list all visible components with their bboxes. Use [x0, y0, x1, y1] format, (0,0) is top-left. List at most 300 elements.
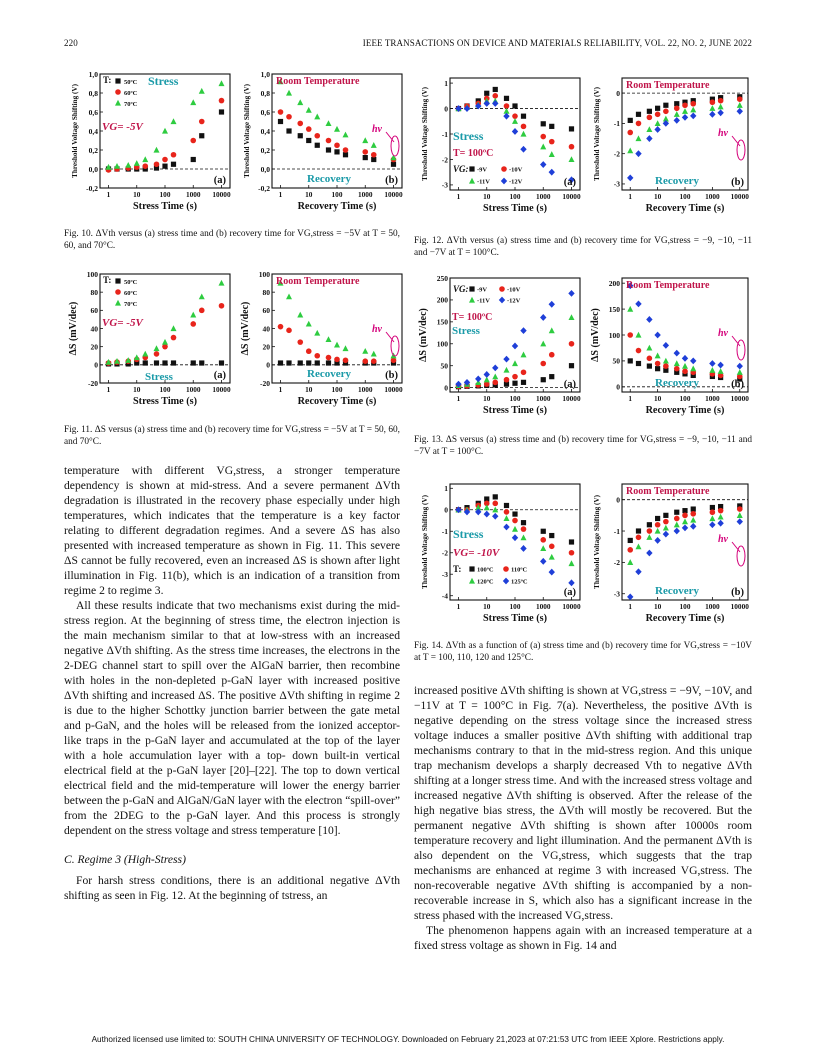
data-point	[297, 339, 303, 345]
data-point	[627, 147, 633, 153]
data-point	[503, 578, 509, 585]
data-point	[512, 118, 518, 124]
panel-label: (a)	[563, 587, 576, 598]
y-tick-label: -3	[441, 570, 448, 580]
t-label: T= 100ºC	[452, 312, 493, 323]
paragraph: temperature with different VG,stress, a stronger temperature dependency is shown at mid-stress. And a severe permanent ΔVth degradation is illustrated in the recovery phase especially under high temperatures, which indicates that the temperature is a key factor relating to different degradation regimes. And a severe ΔS has also presented with increased temperature as shown in Fig. 11. This severe ΔS cannot be fully recovered, even an increased ΔS is shown after light illumination in Fig. 11(b), which is an indication of a transition from regime 2 to regime 3.	[64, 464, 400, 597]
data-point	[549, 151, 555, 157]
plot-frame	[622, 484, 748, 600]
data-point	[493, 494, 498, 499]
y-tick-label: 200	[436, 295, 448, 305]
x-tick-label: 1000	[705, 602, 720, 611]
x-tick-label: 10	[483, 602, 491, 611]
y-tick-label: -0,2	[86, 183, 98, 193]
data-point	[171, 325, 177, 331]
data-point	[521, 520, 526, 525]
data-point	[627, 332, 633, 338]
x-tick-label: 1	[628, 602, 633, 611]
x-tick-label: 100	[159, 190, 171, 199]
data-point	[682, 508, 687, 513]
x-tick-label: 10000	[730, 602, 749, 611]
t-label: T= 100ºC	[453, 148, 494, 159]
data-point	[718, 514, 724, 520]
data-point	[682, 368, 688, 374]
panel-label: (a)	[563, 379, 576, 390]
panel-label: (a)	[563, 177, 576, 188]
data-point	[682, 114, 688, 121]
data-point	[654, 126, 660, 133]
data-point	[306, 138, 311, 143]
x-tick-label: 1000	[357, 190, 373, 199]
data-point	[647, 528, 653, 534]
fig11-caption: Fig. 11. ΔS versus (a) stress time and (b) recovery time for VG,stress = −5V at T = 50, 60, and 70°C.	[64, 425, 400, 447]
data-point	[549, 169, 555, 176]
data-point	[343, 147, 349, 153]
y-axis-label: Threshold Voltage Shifting (V)	[593, 87, 601, 181]
data-point	[520, 146, 526, 153]
data-point	[469, 178, 475, 184]
data-point	[191, 157, 196, 162]
data-point	[549, 124, 554, 129]
data-point	[286, 294, 292, 300]
recovery-label: Recovery	[307, 368, 351, 380]
data-point	[682, 102, 688, 108]
x-tick-label: 1	[106, 190, 111, 199]
y-tick-label: 0	[444, 505, 448, 515]
license-footer: Authorized licensed use limited to: SOUTH CHINA UNIVERSITY OF TECHNOLOGY. Downloaded on February 21,2023 at 07:21:53 UTC from IEEE Xplore. Restrictions apply.	[91, 1035, 725, 1044]
y-tick-label: 1,0	[88, 69, 98, 79]
chart-svg	[586, 478, 754, 630]
data-point	[690, 523, 696, 530]
data-point	[636, 348, 642, 354]
data-point	[717, 362, 723, 369]
data-point	[469, 566, 474, 571]
chart-svg	[586, 272, 754, 422]
hv-ellipse	[737, 340, 745, 360]
data-point	[512, 511, 517, 516]
data-point	[199, 294, 205, 300]
y-tick-label: -2	[613, 558, 620, 568]
data-point	[674, 111, 680, 117]
data-point	[315, 143, 320, 148]
y-axis-label: ΔS (mV/dec)	[240, 301, 251, 356]
hv-label: hν	[718, 328, 728, 339]
data-point	[371, 152, 377, 158]
data-point	[655, 366, 660, 371]
recovery-label: Recovery	[655, 175, 699, 187]
x-axis-label: Recovery Time (s)	[297, 201, 377, 212]
data-point	[663, 103, 668, 108]
data-point	[647, 109, 652, 114]
data-point	[549, 374, 554, 379]
data-point	[521, 124, 527, 130]
data-point	[190, 321, 196, 327]
y-tick-label: 0,2	[88, 145, 98, 155]
y-tick-label: 0	[616, 382, 620, 392]
data-point	[325, 120, 331, 126]
data-point	[199, 360, 204, 365]
data-point	[154, 351, 160, 357]
data-point	[636, 121, 642, 127]
data-point	[520, 545, 526, 552]
data-point	[627, 174, 633, 181]
x-tick-label: 10	[483, 192, 491, 201]
x-tick-label: 10000	[212, 190, 231, 199]
data-point	[663, 519, 669, 525]
series--11V	[627, 306, 743, 375]
data-point	[142, 156, 148, 162]
data-point	[298, 360, 303, 365]
recovery-label: Recovery	[307, 173, 351, 185]
data-point	[115, 89, 121, 95]
x-tick-label: 100	[509, 602, 521, 611]
data-point	[501, 178, 507, 185]
data-point	[153, 147, 159, 153]
data-point	[682, 518, 688, 524]
data-point	[297, 121, 303, 127]
data-point	[541, 121, 546, 126]
x-tick-label: 10000	[562, 602, 581, 611]
x-axis-label: Stress Time (s)	[133, 201, 197, 212]
stress-label: Stress	[452, 325, 480, 337]
journal-header: IEEE TRANSACTIONS ON DEVICE AND MATERIALS RELIABILITY, VOL. 22, NO. 2, JUNE 2022	[362, 38, 752, 48]
y-tick-label: 0	[94, 360, 98, 370]
legend-entry: 125ºC	[511, 578, 528, 586]
data-point	[503, 113, 509, 120]
data-point	[709, 360, 715, 367]
data-point	[737, 102, 743, 108]
y-tick-label: 0	[444, 383, 448, 393]
data-point	[504, 96, 509, 101]
data-point	[219, 360, 224, 365]
data-point	[647, 522, 652, 527]
data-point	[469, 286, 474, 291]
fig11a	[64, 268, 236, 413]
data-point	[286, 360, 291, 365]
data-point	[674, 528, 680, 535]
y-tick-label: -0,2	[258, 183, 270, 193]
paragraph: All these results indicate that two mechanisms exist during the mid-stress region. At the beginning of stress time, the electron injection is the main mechanism similar to that at low-stress with an increased negative ΔVth shifting. As the stress time increases, the electrons in the 2-DEG channel start to spill over the AlGaN barrier, then recombine with holes in the non-depleted p-GaN layer with increased positive ΔVth shifting and increased ΔS. The positive ΔVth shifting in regime 2 is due to the higher Schottky junction barrier between the gate metal and p-GaN, and the holes will be released from the ionized acceptor-like traps in the p-GaN layer and accumulated at the top of the layer with a hole accumulation layer with a top- down built-in vertical electrical field at the p-GaN layer [20]–[22]. The top to down vertical electrical field and the mid-temperature will lower the energy barrier between the p-GaN and AlGaN/GaN layer with the electron “spill-over” from the 2DEG to the p-GaN layer. And this process is strongly dependent on the stress voltage and stress temperature [10].	[64, 599, 400, 837]
y-tick-label: -1	[613, 526, 620, 536]
y-tick-label: 20	[90, 342, 98, 352]
data-point	[362, 348, 368, 354]
data-point	[512, 381, 517, 386]
data-point	[504, 509, 510, 515]
data-point	[568, 156, 574, 162]
room-temperature-label: Room Temperature	[626, 486, 710, 497]
x-tick-label: 10	[653, 602, 662, 611]
x-tick-label: 1000	[185, 385, 201, 394]
recovery-label: Recovery	[655, 585, 699, 597]
panel-label: (a)	[213, 370, 226, 381]
data-point	[298, 133, 303, 138]
y-tick-label: -1	[441, 527, 448, 537]
data-point	[115, 100, 121, 106]
legend-entry: -10V	[507, 286, 521, 294]
data-point	[134, 160, 140, 166]
data-point	[663, 363, 669, 369]
data-point	[628, 538, 633, 543]
y-tick-label: -1	[441, 129, 448, 139]
chart-svg	[236, 268, 408, 413]
data-point	[171, 118, 177, 124]
data-point	[162, 164, 167, 169]
chart-svg	[64, 68, 236, 218]
data-point	[655, 361, 661, 367]
data-point	[540, 161, 546, 168]
fig12b	[586, 72, 754, 220]
data-point	[540, 545, 546, 551]
data-point	[190, 312, 196, 318]
y-tick-label: 0,8	[88, 88, 98, 98]
data-point	[162, 128, 168, 134]
data-point	[549, 569, 555, 576]
y-tick-label: 0,8	[260, 88, 270, 98]
data-point	[737, 363, 743, 370]
y-tick-label: -20	[88, 378, 98, 388]
x-tick-label: 10000	[562, 394, 581, 403]
data-point	[314, 133, 320, 139]
data-point	[512, 374, 518, 380]
data-point	[540, 361, 546, 367]
data-point	[343, 345, 349, 351]
vg-label: VG= -5V	[102, 121, 143, 133]
data-point	[484, 511, 490, 518]
data-point	[636, 528, 641, 533]
x-tick-label: 10	[305, 385, 313, 394]
y-tick-label: 20	[262, 342, 270, 352]
fig13-caption: Fig. 13. ΔS versus (a) stress time and (b) recovery time for VG,stress = −9, −10, −11 and −7V at T = 100°C.	[414, 435, 752, 457]
legend-entry: -10V	[509, 166, 523, 174]
data-point	[314, 353, 320, 359]
x-tick-label: 1000	[357, 385, 373, 394]
data-point	[219, 303, 225, 309]
data-point	[674, 350, 680, 357]
y-tick-label: 1	[444, 484, 448, 494]
data-point	[512, 526, 518, 532]
data-point	[343, 152, 348, 157]
data-point	[690, 101, 696, 107]
plot-frame	[272, 274, 402, 383]
data-point	[162, 339, 168, 345]
y-tick-label: 100	[436, 339, 448, 349]
y-axis-label: Threshold Voltage Shifting (V)	[593, 495, 601, 589]
data-point	[199, 133, 204, 138]
x-tick-label: 100	[159, 385, 171, 394]
data-point	[549, 327, 555, 333]
x-axis-label: Stress Time (s)	[483, 203, 547, 214]
data-point	[636, 534, 642, 540]
fig11b	[236, 268, 408, 413]
data-point	[635, 332, 641, 338]
panel-label: (b)	[385, 370, 398, 381]
y-tick-label: 0	[266, 360, 270, 370]
data-point	[371, 351, 377, 357]
x-tick-label: 1	[628, 394, 633, 403]
data-point	[568, 560, 574, 566]
data-point	[469, 578, 475, 584]
data-point	[125, 162, 131, 168]
data-point	[627, 130, 633, 136]
data-point	[521, 380, 526, 385]
data-point	[647, 363, 652, 368]
data-point	[718, 368, 724, 374]
data-point	[663, 108, 669, 114]
legend-title: T:	[103, 75, 112, 85]
data-point	[690, 107, 696, 113]
y-tick-label: 150	[436, 317, 448, 327]
series-70ºC	[278, 280, 397, 358]
y-tick-label: 0,2	[260, 145, 270, 155]
fig10b	[236, 68, 408, 218]
y-tick-label: -20	[260, 378, 270, 388]
chart-svg	[414, 478, 586, 630]
y-axis-label: Threshold Voltage Shifting (V)	[421, 87, 429, 181]
data-point	[627, 306, 633, 312]
data-point	[512, 343, 518, 350]
left-column	[64, 463, 400, 903]
data-point	[343, 132, 349, 138]
data-point	[306, 321, 312, 327]
data-point	[636, 361, 641, 366]
data-point	[737, 518, 743, 525]
x-tick-label: 1	[456, 602, 461, 611]
data-point	[504, 503, 509, 508]
data-point	[568, 314, 574, 320]
data-point	[334, 357, 340, 363]
y-tick-label: -3	[613, 179, 620, 189]
data-point	[499, 297, 505, 304]
legend-entry: 50ºC	[124, 79, 138, 86]
page-number: 220	[64, 38, 78, 48]
data-point	[569, 550, 575, 556]
data-point	[326, 138, 332, 144]
x-axis-label: Stress Time (s)	[133, 396, 197, 407]
data-point	[646, 345, 652, 351]
data-point	[492, 373, 498, 379]
data-point	[521, 352, 527, 358]
data-point	[709, 105, 715, 111]
y-tick-label: -4	[441, 591, 448, 601]
data-point	[682, 513, 688, 519]
legend-entry: 120ºC	[477, 578, 494, 586]
data-point	[492, 513, 498, 520]
legend-entry: -11V	[477, 178, 490, 186]
x-tick-label: 1	[456, 394, 461, 403]
data-point	[314, 330, 320, 336]
fig13b	[586, 272, 754, 422]
stress-label: Stress	[453, 129, 484, 143]
y-tick-label: -3	[613, 589, 620, 599]
data-point	[171, 360, 176, 365]
y-tick-label: 150	[608, 304, 620, 314]
data-point	[475, 375, 481, 382]
data-point	[718, 508, 724, 514]
y-tick-label: 40	[90, 324, 98, 334]
y-axis-label: ΔS (mV/dec)	[418, 308, 429, 362]
fig10-caption: Fig. 10. ΔVth versus (a) stress time and (b) recovery time for VG,stress = −5V at T = 50, 60, and 70°C.	[64, 229, 400, 251]
data-point	[334, 149, 339, 154]
hv-ellipse	[737, 140, 745, 160]
data-point	[199, 119, 205, 125]
data-point	[655, 528, 661, 534]
data-point	[278, 119, 283, 124]
data-point	[142, 351, 148, 357]
data-point	[219, 109, 224, 114]
data-point	[493, 87, 498, 92]
stress-label: Stress	[148, 74, 179, 88]
data-point	[627, 559, 633, 565]
data-point	[371, 142, 377, 148]
y-tick-label: -1	[613, 119, 620, 129]
data-point	[540, 314, 546, 321]
fig14-caption: Fig. 14. ΔVth as a function of (a) stress time and (b) recovery time for VG,stress = −10V at T = 100, 110, 120 and 125°C.	[414, 641, 752, 663]
x-tick-label: 10	[305, 190, 313, 199]
data-point	[334, 342, 340, 348]
data-point	[520, 327, 526, 334]
data-point	[646, 135, 652, 142]
fig13a	[414, 272, 586, 422]
data-point	[504, 377, 510, 383]
data-point	[278, 324, 284, 330]
data-point	[737, 512, 743, 518]
chart-svg	[414, 72, 586, 220]
y-tick-label: 1	[444, 78, 448, 88]
legend-entry: -12V	[507, 297, 521, 305]
data-point	[647, 115, 653, 121]
y-tick-label: 0,4	[88, 126, 98, 136]
data-point	[737, 96, 743, 102]
data-point	[674, 360, 680, 366]
x-tick-label: 1	[628, 192, 633, 201]
data-point	[674, 516, 680, 522]
y-tick-label: -3	[441, 180, 448, 190]
data-point	[568, 290, 574, 297]
data-point	[690, 112, 696, 119]
data-point	[286, 90, 292, 96]
series--9V	[456, 87, 574, 132]
data-point	[569, 363, 574, 368]
data-point	[628, 358, 633, 363]
y-tick-label: -2	[613, 149, 620, 159]
data-point	[690, 517, 696, 523]
data-point	[469, 166, 474, 171]
data-point	[541, 377, 546, 382]
fig12-caption: Fig. 12. ΔVth versus (a) stress time and (b) recovery time for VG,stress = −9, −10, −11 and −7V at T = 100°C.	[414, 236, 752, 258]
data-point	[297, 312, 303, 318]
data-point	[503, 356, 509, 363]
data-point	[663, 342, 669, 349]
x-tick-label: 10000	[384, 385, 403, 394]
data-point	[469, 297, 475, 303]
data-point	[115, 278, 120, 283]
data-point	[710, 99, 716, 105]
data-point	[484, 91, 489, 96]
data-point	[635, 544, 641, 550]
hv-label: hν	[718, 534, 728, 545]
x-tick-label: 10	[653, 192, 662, 201]
data-point	[654, 537, 660, 544]
data-point	[501, 166, 507, 172]
x-tick-label: 100	[509, 192, 521, 201]
data-point	[492, 364, 498, 371]
data-point	[663, 358, 669, 364]
data-point	[391, 162, 396, 167]
data-point	[682, 108, 688, 114]
data-point	[628, 118, 633, 123]
data-point	[326, 355, 332, 361]
x-tick-label: 10000	[562, 192, 581, 201]
